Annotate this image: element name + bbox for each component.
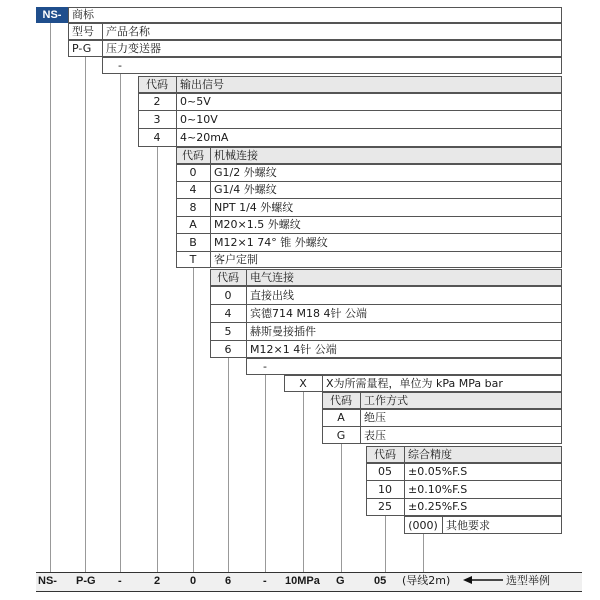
mech-code-t: T [189,253,197,266]
example-part-accuracy: 05 [374,575,387,587]
elec-code-4: 4 [224,307,232,320]
example-part-mode: G [336,575,345,587]
dash-row [102,57,562,74]
acc-label-005: ±0.05%F.S [408,465,468,478]
brand-badge: NS- [36,7,68,23]
dash-2: - [263,360,267,373]
dash-row-2 [246,358,562,375]
product-name: 压力变送器 [106,42,161,55]
example-wire: (导线2m) [402,574,451,587]
example-part-mechanical: 0 [190,575,197,587]
acc-code-05: 05 [378,465,392,478]
mech-code-8: 8 [189,201,197,214]
output-code-4: 4 [153,131,161,144]
range-code: X [299,377,307,390]
elec-code-5: 5 [224,325,232,338]
brand-row [68,7,562,23]
mech-code-b: B [189,236,197,249]
arrow-left-icon [463,576,503,584]
example-part-dash-1: - [118,575,122,587]
output-code-header: 代码 [146,78,168,91]
mode-code-header: 代码 [330,394,352,407]
mech-label-g12: G1/2 外螺纹 [214,166,277,179]
output-title: 输出信号 [180,78,224,91]
accuracy-title: 综合精度 [408,448,452,461]
acc-code-10: 10 [378,483,392,496]
model-code: P-G [72,42,92,55]
mech-code-a: A [189,218,197,231]
mode-title: 工作方式 [364,394,408,407]
mech-label-npt: NPT 1/4 外螺纹 [214,201,294,214]
mode-code-a: A [337,411,345,424]
elec-code-6: 6 [224,343,232,356]
mech-label-m20: M20×1.5 外螺纹 [214,218,301,231]
elec-code-0: 0 [224,289,232,302]
output-code-2: 2 [153,95,161,108]
example-part-electrical: 6 [225,575,232,587]
model-label: 型号 [72,25,94,38]
example-part-dash-2: - [263,575,267,587]
example-part-range: 10MPa [285,575,320,587]
output-label-0-5v: 0~5V [180,95,211,108]
mechanical-title: 机械连接 [214,149,258,162]
acc-label-025: ±0.25%F.S [408,500,468,513]
output-label-0-10v: 0~10V [180,113,218,126]
dash-1: - [118,59,122,72]
elec-label-direct: 直接出线 [250,289,294,302]
mech-label-custom: 客户定制 [214,253,258,266]
mode-label-gauge: 表压 [364,429,386,442]
example-part-ns: NS- [38,575,57,587]
acc-label-010: ±0.10%F.S [408,483,468,496]
electrical-title: 电气连接 [250,271,294,284]
example-caption: 选型举例 [506,574,550,587]
example-part-pg: P-G [76,575,96,587]
elec-label-binder: 宾德714 M18 4针 公端 [250,307,367,320]
range-label: X为所需量程，单位为 kPa MPa bar [326,377,503,390]
acc-other-code: (000) [408,519,438,532]
electrical-code-header: 代码 [217,271,239,284]
mode-label-absolute: 绝压 [364,411,386,424]
product-name-label: 产品名称 [106,25,150,38]
brand-label: 商标 [72,8,94,21]
mech-code-4: 4 [189,183,197,196]
acc-other-label: 其他要求 [446,519,490,532]
output-label-4-20ma: 4~20mA [180,131,229,144]
mech-code-0: 0 [189,166,197,179]
elec-label-m12: M12×1 4针 公端 [250,343,337,356]
output-code-3: 3 [153,113,161,126]
acc-code-25: 25 [378,500,392,513]
example-part-output: 2 [154,575,161,587]
mech-label-m12: M12×1 74° 锥 外螺纹 [214,236,328,249]
mode-code-g: G [336,429,346,442]
elec-label-hirschmann: 赫斯曼接插件 [250,325,316,338]
accuracy-code-header: 代码 [374,448,396,461]
mech-label-g14: G1/4 外螺纹 [214,183,277,196]
mechanical-code-header: 代码 [182,149,204,162]
